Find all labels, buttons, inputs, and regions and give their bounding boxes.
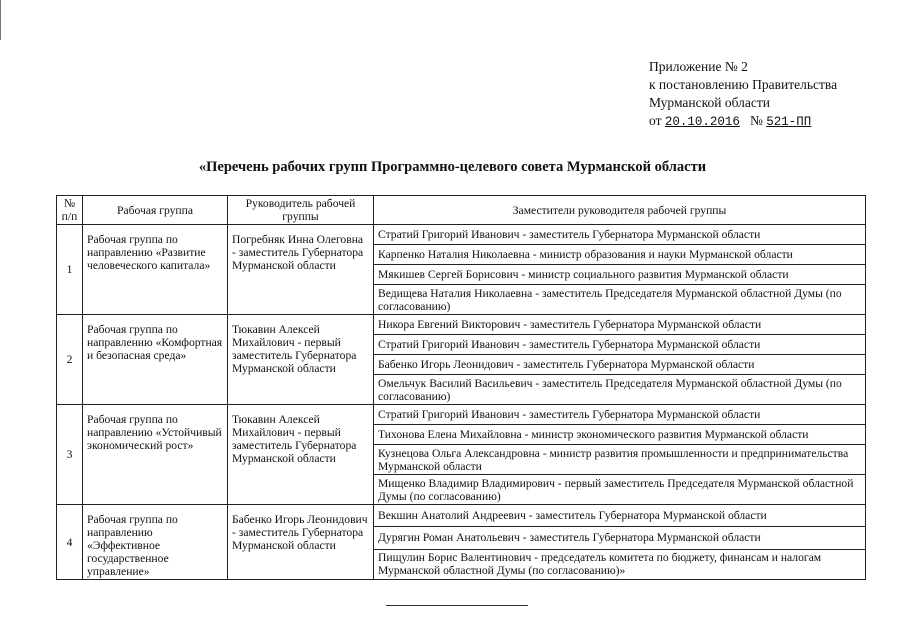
deputy: Мякишев Сергей Борисович - министр социального развития Мурманской области	[374, 265, 866, 285]
table-header-row	[57, 196, 866, 225]
row-num: 3	[57, 405, 83, 505]
appendix-resolution-ref: к постановлению Правительства	[649, 77, 838, 92]
closing-line	[386, 605, 528, 606]
deputy: Никора Евгений Викторович - заместитель Губернатора Мурманской области	[374, 315, 866, 335]
group-leader: Погребняк Инна Олеговна - заместитель Губернатора Мурманской области	[228, 225, 374, 315]
resolution-date: 20.10.2016	[664, 115, 740, 129]
date-prefix: от	[649, 113, 662, 128]
deputy: Стратий Григорий Иванович - заместитель Губернатора Мурманской области	[374, 335, 866, 355]
table-row	[57, 405, 866, 425]
row-num: 2	[57, 315, 83, 405]
group-leader: Тюкавин Алексей Михайлович - первый заместитель Губернатора Мурманской области	[228, 315, 374, 405]
row-num: 4	[57, 505, 83, 580]
group-name: Рабочая группа по направлению «Устойчивый экономический рост»	[83, 405, 228, 505]
deputy: Омельчук Василий Васильевич - заместитель Председателя Мурманской областной Думы (по согласованию)	[374, 375, 866, 405]
row-num: 1	[57, 225, 83, 315]
deputy: Мищенко Владимир Владимирович - первый заместитель Председателя Мурманской областной Думы (по согласованию)	[374, 475, 866, 505]
resolution-number: 521-ПП	[766, 115, 812, 129]
number-prefix: №	[750, 113, 763, 128]
header-group: Рабочая группа	[83, 196, 228, 225]
group-leader: Бабенко Игорь Леонидович - заместитель Губернатора Мурманской области	[228, 505, 374, 580]
group-leader: Тюкавин Алексей Михайлович - первый заместитель Губернатора Мурманской области	[228, 405, 374, 505]
appendix-date-line	[649, 112, 837, 131]
page-edge-line	[0, 0, 1, 40]
deputy: Векшин Анатолий Андреевич - заместитель Губернатора Мурманской области	[374, 505, 866, 527]
header-leader: Руководитель рабочей группы	[228, 196, 374, 225]
deputy: Кузнецова Ольга Александровна - министр развития промышленности и предпринимательства Мурманской области	[374, 445, 866, 475]
document-title: «Перечень рабочих групп Программно-целевого совета Мурманской области	[198, 159, 707, 175]
deputy: Тихонова Елена Михайловна - министр экономического развития Мурманской области	[374, 425, 866, 445]
deputy: Стратий Григорий Иванович - заместитель Губернатора Мурманской области	[374, 405, 866, 425]
table-row	[57, 315, 866, 335]
header-num: № п/п	[57, 196, 83, 225]
table-row	[57, 225, 866, 245]
group-name: Рабочая группа по направлению «Развитие человеческого капитала»	[83, 225, 228, 315]
deputy: Карпенко Наталия Николаевна - министр образования и науки Мурманской области	[374, 245, 866, 265]
working-groups-table	[56, 195, 866, 580]
deputy: Бабенко Игорь Леонидович - заместитель Губернатора Мурманской области	[374, 355, 866, 375]
appendix-region: Мурманской области	[649, 95, 770, 110]
group-name: Рабочая группа по направлению «Эффективное государственное управление»	[83, 505, 228, 580]
deputy: Пищулин Борис Валентинович - председатель комитета по бюджету, финансам и налогам Мурманской областной Думы (по согласованию)»	[374, 549, 866, 579]
group-name: Рабочая группа по направлению «Комфортная и безопасная среда»	[83, 315, 228, 405]
table-row	[57, 505, 866, 527]
header-deputies: Заместители руководителя рабочей группы	[374, 196, 866, 225]
appendix-block	[649, 58, 837, 131]
deputy: Ведищева Наталия Николаевна - заместитель Председателя Мурманской областной Думы (по согласованию)	[374, 285, 866, 315]
appendix-number: Приложение № 2	[649, 59, 748, 74]
deputy: Дурягин Роман Анатольевич - заместитель Губернатора Мурманской области	[374, 527, 866, 549]
deputy: Стратий Григорий Иванович - заместитель Губернатора Мурманской области	[374, 225, 866, 245]
